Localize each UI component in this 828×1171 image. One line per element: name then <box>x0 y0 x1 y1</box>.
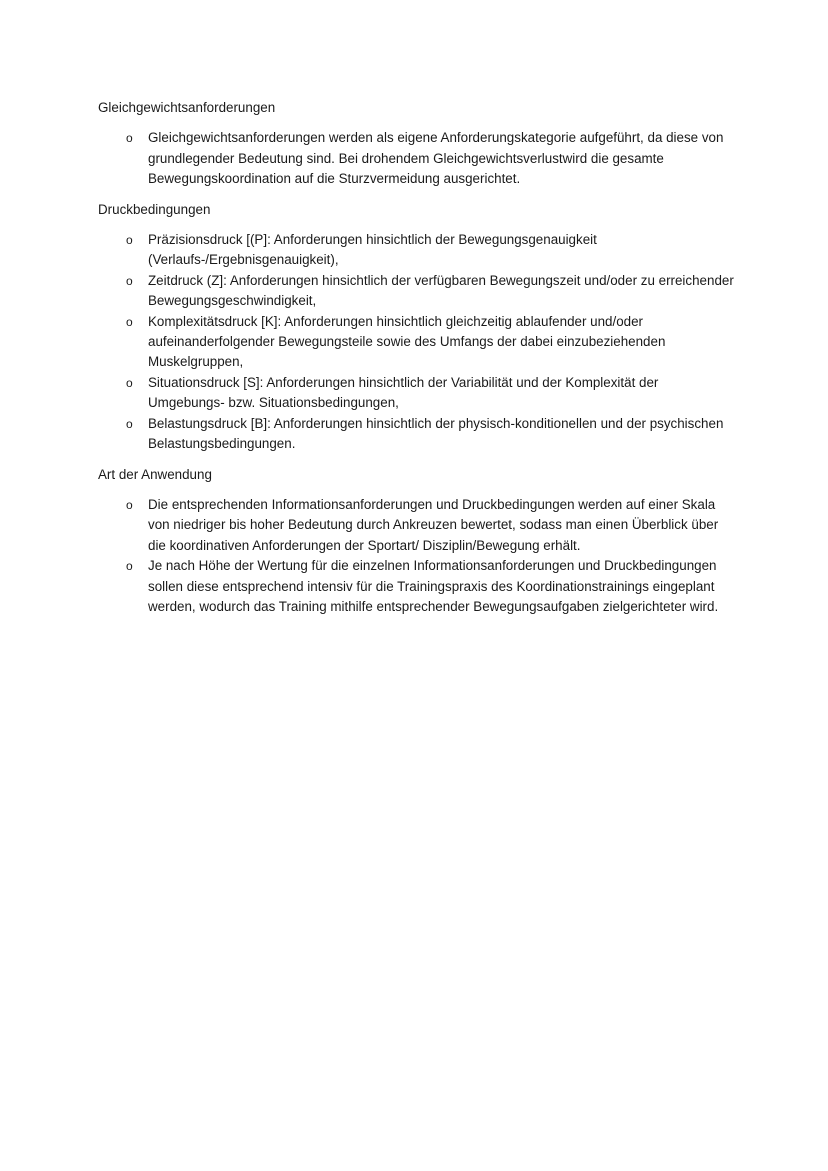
bullet-circle-icon: o <box>126 497 133 512</box>
list-item-text: Komplexitätsdruck [K]: Anforderungen hinsichtlich gleichzeitig ablaufender und/oder aufeinanderfolgender Bewegungsteile sowie des Umfangs der dabei einzubeziehenden Muskelgruppen, <box>148 313 666 370</box>
section-druckbedingungen <box>98 200 738 455</box>
list-item-text: Gleichgewichtsanforderungen werden als eigene Anforderungskategorie aufgeführt, da diese von grundlegender Bedeutung sind. Bei drohendem Gleichgewichtsverlustwird die gesamte Bewegungskoordination auf die Sturzvermeidung ausgerichtet. <box>148 130 724 187</box>
list-item-text: Je nach Höhe der Wertung für die einzelnen Informationsanforderungen und Druckbedingungen sollen diese entsprechend intensiv für die Trainingspraxis des Koordinationstrainings eingeplant werden, wodurch das Training mithilfe entsprechender Bewegungsaufgaben zielgerichteter wird. <box>148 558 719 614</box>
bullet-circle-icon: o <box>126 314 133 329</box>
list-item <box>98 495 738 556</box>
bullet-circle-icon: o <box>126 559 133 574</box>
section-heading: Druckbedingungen <box>98 201 211 217</box>
list-item-text: Die entsprechenden Informationsanforderungen und Druckbedingungen werden auf einer Skala von niedriger bis hoher Bedeutung durch Ankreuzen bewertet, sodass man einen Überblick über die koordinativen Anforderungen der Sportart/ Disziplin/Bewegung erhält. <box>148 496 719 553</box>
list-item-text: Belastungsdruck [B]: Anforderungen hinsichtlich der physisch-konditionellen und der psychischen Belastungsbedingungen. <box>148 415 724 452</box>
list-item-text: Präzisionsdruck [(P]: Anforderungen hinsichtlich der Bewegungsgenauigkeit (Verlaufs-/Ergebnisgenauigkeit), <box>148 232 597 268</box>
list-item <box>98 373 738 414</box>
section-art-der-anwendung <box>98 465 738 618</box>
bullet-list <box>98 495 738 617</box>
list-item <box>98 312 738 373</box>
bullet-circle-icon: o <box>126 233 133 248</box>
list-item-text: Situationsdruck [S]: Anforderungen hinsichtlich der Variabilität und der Komplexität der Umgebungs- bzw. Situationsbedingungen, <box>148 374 659 411</box>
list-item-text: Zeitdruck (Z]: Anforderungen hinsichtlich der verfügbaren Bewegungszeit und/oder zu erreichender Bewegungsgeschwindigkeit, <box>148 272 734 309</box>
bullet-circle-icon: o <box>126 375 133 390</box>
bullet-circle-icon: o <box>126 273 133 288</box>
section-heading: Art der Anwendung <box>98 466 212 482</box>
list-item <box>98 556 738 617</box>
list-item <box>98 414 738 455</box>
list-item <box>98 230 738 271</box>
bullet-circle-icon: o <box>126 131 133 146</box>
section-heading: Gleichgewichtsanforderungen <box>98 100 276 115</box>
bullet-list <box>98 128 738 189</box>
list-item <box>98 271 738 312</box>
bullet-list <box>98 230 738 454</box>
list-item <box>98 128 738 189</box>
section-gleichgewichtsanforderungen <box>98 98 738 190</box>
bullet-circle-icon: o <box>126 416 133 431</box>
